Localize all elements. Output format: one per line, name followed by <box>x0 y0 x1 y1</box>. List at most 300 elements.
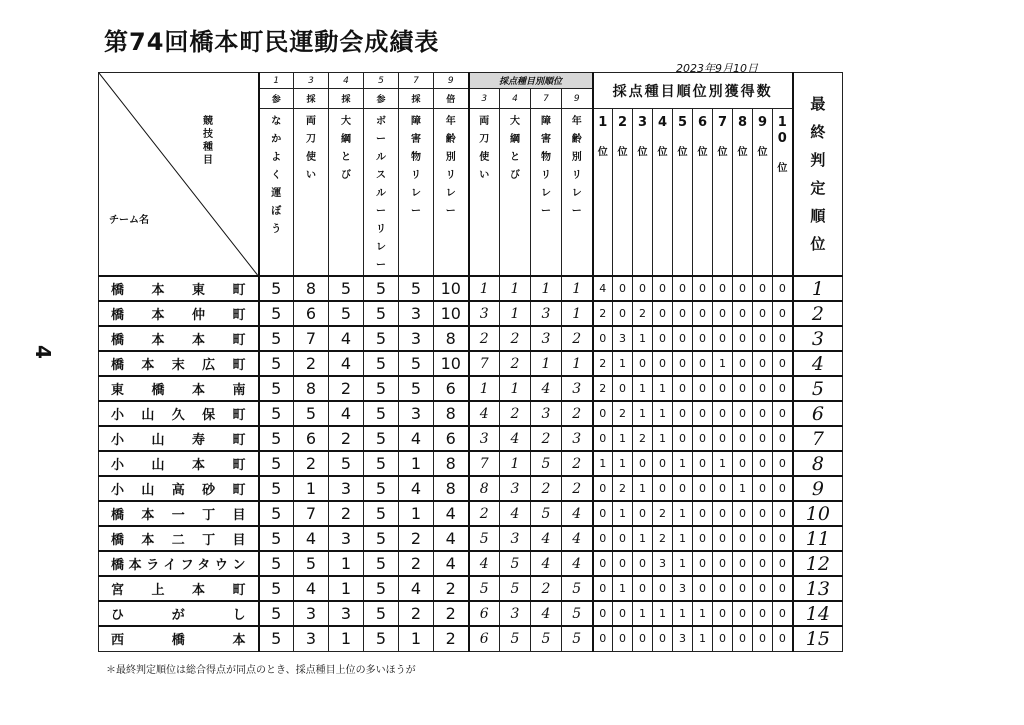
event-rank-cell: 1 <box>500 451 531 476</box>
rank-count-cell: 0 <box>713 276 733 301</box>
rank-column-header <box>673 109 693 277</box>
rank-count-cell: 3 <box>673 576 693 601</box>
event-rank-cell: 2 <box>562 451 593 476</box>
final-rank-cell: 6 <box>793 401 843 426</box>
event-rank-cell: 5 <box>531 451 562 476</box>
event-rank-cell: 1 <box>469 276 500 301</box>
rank-count-cell: 2 <box>593 301 613 326</box>
score-events-header: 採点種目別順位 <box>469 73 593 89</box>
point-cell: 3 <box>399 401 434 426</box>
point-cell: 3 <box>399 301 434 326</box>
rank-count-cell: 0 <box>733 401 753 426</box>
point-cell: 5 <box>259 526 294 551</box>
event-num: 5 <box>364 73 399 89</box>
rank-count-cell: 2 <box>613 476 633 501</box>
final-rank-header <box>793 73 843 277</box>
rank-count-cell: 0 <box>673 401 693 426</box>
event-rank-cell: 4 <box>469 401 500 426</box>
rank-count-cell: 0 <box>593 551 613 576</box>
rank-count-cell: 1 <box>613 501 633 526</box>
rank-number: 1 <box>598 115 608 130</box>
rank-count-cell: 3 <box>613 326 633 351</box>
rank-unit: 位 <box>697 147 708 158</box>
point-cell: 5 <box>364 426 399 451</box>
rank-count-cell: 0 <box>773 426 793 451</box>
event-name: 両 刀 使 い <box>294 109 329 277</box>
point-cell: 4 <box>294 526 329 551</box>
event-rank-cell: 6 <box>469 601 500 626</box>
rank-count-cell: 0 <box>713 626 733 651</box>
table-row <box>99 526 843 551</box>
event-rank-cell: 8 <box>469 476 500 501</box>
point-cell: 8 <box>434 326 469 351</box>
point-cell: 1 <box>329 576 364 601</box>
rank-count-cell: 0 <box>593 326 613 351</box>
point-cell: 5 <box>364 451 399 476</box>
event-rank-cell: 2 <box>531 476 562 501</box>
event-category: 参 <box>259 89 294 109</box>
event-rank-cell: 3 <box>500 476 531 501</box>
rank-count-cell: 1 <box>693 601 713 626</box>
event-rank-cell: 7 <box>469 451 500 476</box>
point-cell: 8 <box>434 451 469 476</box>
rank-count-cell: 0 <box>773 576 793 601</box>
final-rank-cell: 9 <box>793 476 843 501</box>
rank-count-cell: 0 <box>733 301 753 326</box>
rank-count-cell: 1 <box>613 426 633 451</box>
rank-unit: 位 <box>597 147 608 158</box>
rank-count-cell: 0 <box>753 526 773 551</box>
event-rank-cell: 4 <box>531 601 562 626</box>
rank-count-cell: 0 <box>753 626 773 651</box>
event-rank-cell: 4 <box>531 376 562 401</box>
event-rank-cell: 3 <box>531 301 562 326</box>
team-name-cell: ひがし <box>99 601 259 626</box>
rank-number: 9 <box>757 115 768 130</box>
point-cell: 5 <box>259 301 294 326</box>
team-name-cell: 橋本一丁目 <box>99 501 259 526</box>
rank-unit: 位 <box>717 147 728 158</box>
rank-column-header <box>653 109 673 277</box>
event-rank-cell: 4 <box>500 426 531 451</box>
event-rank-cell: 2 <box>469 326 500 351</box>
point-cell: 1 <box>329 551 364 576</box>
score-event-num: 7 <box>531 89 562 109</box>
point-cell: 4 <box>434 501 469 526</box>
rank-count-cell: 0 <box>693 476 713 501</box>
rank-count-cell: 0 <box>713 326 733 351</box>
rank-number: 7 <box>717 115 728 130</box>
rank-count-cell: 1 <box>613 576 633 601</box>
event-name: な か よ く 運 ぼ う <box>259 109 294 277</box>
point-cell: 5 <box>364 401 399 426</box>
point-cell: 3 <box>294 626 329 651</box>
event-rank-cell: 3 <box>562 426 593 451</box>
rank-column-header <box>593 109 613 277</box>
rank-count-cell: 0 <box>773 326 793 351</box>
rank-count-cell: 0 <box>613 276 633 301</box>
rank-unit: 位 <box>757 147 768 158</box>
event-rank-cell: 2 <box>500 401 531 426</box>
rank-count-cell: 0 <box>633 626 653 651</box>
point-cell: 5 <box>329 451 364 476</box>
event-name: 障 害 物 リ レ ー <box>399 109 434 277</box>
rank-count-cell: 2 <box>593 376 613 401</box>
rank-count-cell: 0 <box>593 576 613 601</box>
rank-count-cell: 0 <box>753 426 773 451</box>
rank-count-cell: 0 <box>693 401 713 426</box>
score-event-name: 年 齢 別 リ レ ー <box>562 109 593 277</box>
point-cell: 2 <box>399 601 434 626</box>
event-num: 1 <box>259 73 294 89</box>
score-event-num: 3 <box>469 89 500 109</box>
point-cell: 2 <box>294 351 329 376</box>
rank-count-cell: 0 <box>673 301 693 326</box>
rank-count-cell: 0 <box>653 451 673 476</box>
table-row <box>99 351 843 376</box>
rank-count-cell: 0 <box>713 426 733 451</box>
rank-count-cell: 0 <box>613 526 633 551</box>
rank-count-cell: 0 <box>773 276 793 301</box>
point-cell: 5 <box>364 351 399 376</box>
rank-count-cell: 0 <box>633 576 653 601</box>
final-rank-cell: 11 <box>793 526 843 551</box>
event-rank-cell: 2 <box>531 576 562 601</box>
point-cell: 5 <box>259 376 294 401</box>
point-cell: 5 <box>364 551 399 576</box>
event-category: 採 <box>294 89 329 109</box>
final-rank-cell: 2 <box>793 301 843 326</box>
rank-number: 6 <box>697 115 708 130</box>
rank-count-cell: 2 <box>653 526 673 551</box>
event-rank-cell: 1 <box>500 276 531 301</box>
rank-count-cell: 3 <box>673 626 693 651</box>
point-cell: 6 <box>294 426 329 451</box>
table-row <box>99 626 843 651</box>
table-row <box>99 326 843 351</box>
point-cell: 5 <box>329 301 364 326</box>
event-num: 3 <box>294 73 329 89</box>
rank-count-cell: 1 <box>633 476 653 501</box>
event-name: ボ ー ル ス ル ー リ レ ー <box>364 109 399 277</box>
point-cell: 6 <box>434 376 469 401</box>
page-number: 4 <box>30 345 55 359</box>
rank-count-cell: 1 <box>653 601 673 626</box>
rank-column-header <box>753 109 773 277</box>
point-cell: 5 <box>259 476 294 501</box>
point-cell: 2 <box>434 576 469 601</box>
table-row <box>99 601 843 626</box>
rank-column-header <box>713 109 733 277</box>
event-name: 大 綱 と び <box>329 109 364 277</box>
point-cell: 10 <box>434 301 469 326</box>
rank-column-header <box>733 109 753 277</box>
rank-count-cell: 0 <box>753 326 773 351</box>
rank-count-cell: 0 <box>753 301 773 326</box>
rank-count-cell: 0 <box>693 501 713 526</box>
rank-count-cell: 0 <box>693 426 713 451</box>
event-rank-cell: 5 <box>531 501 562 526</box>
rank-column-header <box>613 109 633 277</box>
point-cell: 1 <box>399 626 434 651</box>
rank-count-cell: 0 <box>693 376 713 401</box>
point-cell: 5 <box>364 501 399 526</box>
rank-count-cell: 0 <box>753 451 773 476</box>
rank-count-cell: 0 <box>693 451 713 476</box>
point-cell: 2 <box>399 526 434 551</box>
rank-count-cell: 0 <box>773 351 793 376</box>
rank-count-cell: 0 <box>653 301 673 326</box>
rank-count-cell: 0 <box>733 576 753 601</box>
event-rank-cell: 4 <box>562 551 593 576</box>
rank-count-cell: 0 <box>733 526 753 551</box>
rank-count-cell: 0 <box>753 476 773 501</box>
event-rank-cell: 1 <box>562 351 593 376</box>
final-rank-cell: 15 <box>793 626 843 651</box>
rank-count-cell: 0 <box>613 301 633 326</box>
point-cell: 5 <box>259 426 294 451</box>
rank-count-cell: 0 <box>693 276 713 301</box>
point-cell: 3 <box>329 526 364 551</box>
event-rank-cell: 3 <box>531 326 562 351</box>
score-event-num: 9 <box>562 89 593 109</box>
point-cell: 7 <box>294 501 329 526</box>
point-cell: 5 <box>399 276 434 301</box>
point-cell: 2 <box>329 501 364 526</box>
team-header-label: チーム名 <box>109 215 149 226</box>
table-row <box>99 451 843 476</box>
score-event-name: 両 刀 使 い <box>469 109 500 277</box>
team-name-cell: 橋本ライフタウン <box>99 551 259 576</box>
point-cell: 5 <box>364 576 399 601</box>
rank-number: 10 <box>777 115 787 146</box>
event-rank-cell: 7 <box>469 351 500 376</box>
rank-count-cell: 0 <box>733 326 753 351</box>
rank-count-cell: 0 <box>613 551 633 576</box>
rank-count-cell: 2 <box>633 426 653 451</box>
rank-number: 8 <box>737 115 748 130</box>
point-cell: 4 <box>329 401 364 426</box>
rank-count-cell: 1 <box>693 626 713 651</box>
score-event-num: 4 <box>500 89 531 109</box>
point-cell: 2 <box>329 376 364 401</box>
rank-count-cell: 0 <box>593 476 613 501</box>
point-cell: 5 <box>364 476 399 501</box>
rank-count-cell: 0 <box>653 276 673 301</box>
final-rank-cell: 7 <box>793 426 843 451</box>
rank-unit: 位 <box>637 147 648 158</box>
table-row <box>99 501 843 526</box>
rank-count-cell: 0 <box>693 351 713 376</box>
table-row <box>99 276 843 301</box>
event-rank-cell: 5 <box>531 626 562 651</box>
point-cell: 5 <box>329 276 364 301</box>
event-rank-cell: 5 <box>500 551 531 576</box>
event-rank-cell: 2 <box>500 326 531 351</box>
rank-count-cell: 1 <box>633 326 653 351</box>
rank-count-cell: 1 <box>653 401 673 426</box>
rank-count-cell: 0 <box>653 626 673 651</box>
point-cell: 3 <box>329 601 364 626</box>
event-rank-cell: 4 <box>562 501 593 526</box>
point-cell: 2 <box>294 451 329 476</box>
final-rank-cell: 1 <box>793 276 843 301</box>
event-rank-cell: 1 <box>469 376 500 401</box>
rank-count-cell: 0 <box>593 426 613 451</box>
event-rank-cell: 1 <box>562 276 593 301</box>
rank-count-cell: 0 <box>733 551 753 576</box>
point-cell: 4 <box>399 576 434 601</box>
rank-count-cell: 0 <box>753 576 773 601</box>
event-rank-cell: 3 <box>500 526 531 551</box>
event-rank-cell: 5 <box>500 576 531 601</box>
rank-count-cell: 0 <box>593 601 613 626</box>
rank-column-header <box>693 109 713 277</box>
score-event-name: 障 害 物 リ レ ー <box>531 109 562 277</box>
event-rank-cell: 4 <box>531 551 562 576</box>
rank-count-cell: 0 <box>613 601 633 626</box>
rank-count-cell: 0 <box>773 526 793 551</box>
point-cell: 4 <box>329 351 364 376</box>
rank-count-cell: 1 <box>713 451 733 476</box>
point-cell: 8 <box>294 376 329 401</box>
point-cell: 2 <box>434 601 469 626</box>
rank-count-cell: 1 <box>673 526 693 551</box>
event-rank-cell: 4 <box>562 526 593 551</box>
event-rank-cell: 1 <box>500 301 531 326</box>
rank-count-cell: 0 <box>773 401 793 426</box>
event-category: 採 <box>329 89 364 109</box>
event-rank-cell: 5 <box>500 626 531 651</box>
rank-unit: 位 <box>737 147 748 158</box>
final-rank-cell: 5 <box>793 376 843 401</box>
event-rank-cell: 2 <box>500 351 531 376</box>
event-rank-cell: 6 <box>469 626 500 651</box>
rank-count-cell: 0 <box>633 351 653 376</box>
rank-count-cell: 0 <box>633 451 653 476</box>
rank-count-cell: 0 <box>773 376 793 401</box>
point-cell: 3 <box>399 326 434 351</box>
point-cell: 4 <box>329 326 364 351</box>
event-rank-cell: 4 <box>500 501 531 526</box>
point-cell: 1 <box>399 501 434 526</box>
rank-count-cell: 1 <box>713 351 733 376</box>
point-cell: 5 <box>259 451 294 476</box>
rank-count-cell: 0 <box>673 351 693 376</box>
event-rank-cell: 2 <box>562 401 593 426</box>
score-event-name: 大 綱 と び <box>500 109 531 277</box>
rank-count-cell: 0 <box>753 351 773 376</box>
rank-count-cell: 1 <box>673 551 693 576</box>
team-name-cell: 東橋本南 <box>99 376 259 401</box>
rank-count-cell: 0 <box>693 526 713 551</box>
rank-column-header <box>633 109 653 277</box>
rank-count-cell: 1 <box>653 426 673 451</box>
point-cell: 8 <box>294 276 329 301</box>
rank-number: 5 <box>677 115 688 130</box>
point-cell: 8 <box>434 401 469 426</box>
team-name-cell: 宮上本町 <box>99 576 259 601</box>
point-cell: 10 <box>434 351 469 376</box>
event-rank-cell: 4 <box>469 551 500 576</box>
table-row <box>99 426 843 451</box>
event-category: 倍 <box>434 89 469 109</box>
table-row <box>99 376 843 401</box>
rank-count-cell: 1 <box>653 376 673 401</box>
point-cell: 5 <box>364 301 399 326</box>
point-cell: 6 <box>434 426 469 451</box>
event-category: 採 <box>399 89 434 109</box>
rank-count-cell: 0 <box>713 301 733 326</box>
point-cell: 2 <box>434 626 469 651</box>
rank-count-cell: 0 <box>773 301 793 326</box>
table-row <box>99 551 843 576</box>
point-cell: 5 <box>259 326 294 351</box>
rank-count-cell: 0 <box>773 501 793 526</box>
event-header-label: 競技種目 <box>203 116 213 166</box>
final-rank-title: 最 終 判 定 順 位 <box>810 95 826 253</box>
rank-count-cell: 2 <box>653 501 673 526</box>
point-cell: 5 <box>259 551 294 576</box>
point-cell: 5 <box>364 526 399 551</box>
table-row <box>99 301 843 326</box>
point-cell: 4 <box>434 551 469 576</box>
rank-count-cell: 0 <box>753 551 773 576</box>
rank-count-cell: 0 <box>593 501 613 526</box>
rank-count-cell: 0 <box>653 576 673 601</box>
point-cell: 5 <box>259 501 294 526</box>
rank-count-cell: 0 <box>773 601 793 626</box>
rank-count-cell: 0 <box>613 376 633 401</box>
rank-count-cell: 0 <box>713 501 733 526</box>
footnote: ＊最終判定順位は総合得点が同点のとき、採点種目上位の多いほうが <box>106 665 416 676</box>
point-cell: 7 <box>294 326 329 351</box>
rank-number: 4 <box>657 115 668 130</box>
rank-count-cell: 0 <box>673 326 693 351</box>
point-cell: 5 <box>259 601 294 626</box>
team-name-cell: 小山寿町 <box>99 426 259 451</box>
event-rank-cell: 2 <box>531 426 562 451</box>
event-rank-cell: 2 <box>469 501 500 526</box>
rank-count-cell: 2 <box>633 301 653 326</box>
rank-count-cell: 0 <box>773 476 793 501</box>
rank-count-cell: 0 <box>773 451 793 476</box>
event-rank-cell: 1 <box>531 276 562 301</box>
team-name-cell: 橋本仲町 <box>99 301 259 326</box>
event-rank-cell: 2 <box>562 476 593 501</box>
rank-count-cell: 0 <box>733 601 753 626</box>
point-cell: 5 <box>259 626 294 651</box>
rank-count-cell: 0 <box>753 376 773 401</box>
team-name-cell: 小山高砂町 <box>99 476 259 501</box>
event-rank-cell: 3 <box>562 376 593 401</box>
rank-count-cell: 2 <box>593 351 613 376</box>
page-title: 第74回橋本町民運動会成績表 <box>104 28 440 56</box>
rank-count-cell: 1 <box>673 451 693 476</box>
rank-count-cell: 0 <box>733 501 753 526</box>
point-cell: 4 <box>399 476 434 501</box>
rank-unit: 位 <box>657 147 668 158</box>
rank-count-cell: 0 <box>753 401 773 426</box>
rank-count-cell: 0 <box>593 526 613 551</box>
rank-count-cell: 0 <box>733 451 753 476</box>
final-rank-cell: 8 <box>793 451 843 476</box>
rank-count-cell: 0 <box>713 401 733 426</box>
rank-count-cell: 0 <box>613 626 633 651</box>
rank-count-cell: 0 <box>593 626 613 651</box>
rank-count-cell: 0 <box>693 551 713 576</box>
event-rank-cell: 3 <box>531 401 562 426</box>
